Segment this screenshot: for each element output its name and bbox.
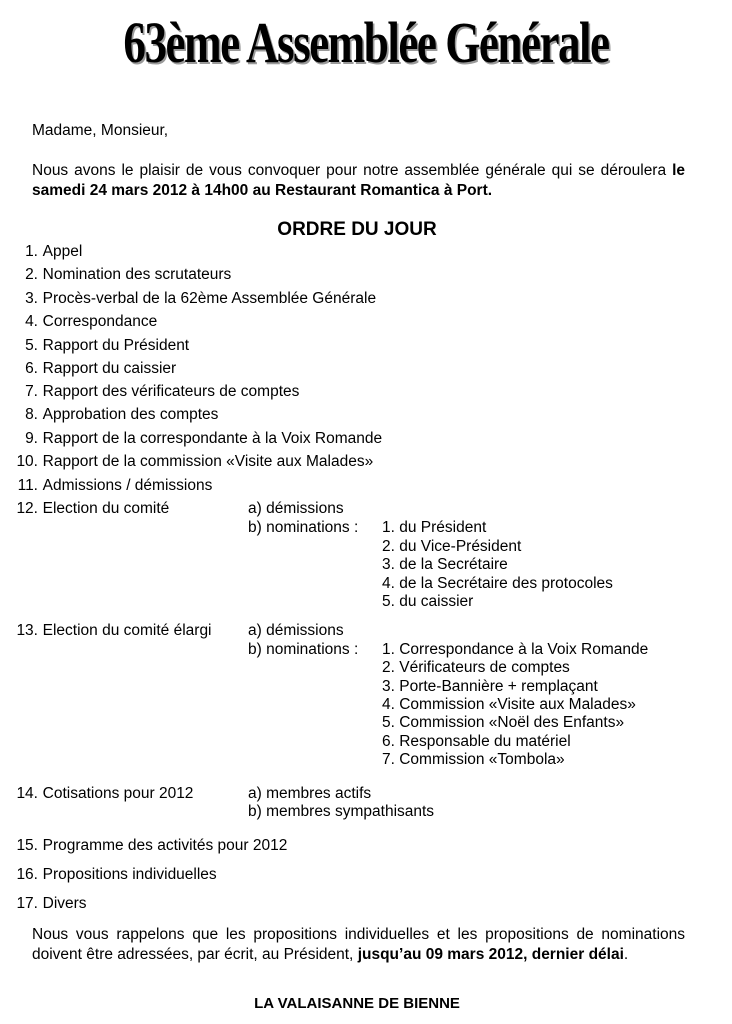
reminder-text: Nous vous rappelons que les propositions individuelles et les propositions de nominations doivent être adressées, par écrit, au Président, — [32, 926, 685, 963]
cotisations-sympathisants: b) membres sympathisants — [248, 803, 435, 820]
reminder-end: . — [623, 946, 629, 963]
agenda-item: 11. Admissions / démissions — [17, 477, 213, 494]
agenda-item-comite-elargi: 13. Election du comité élargi — [16, 622, 212, 639]
comite-elargi-demissions: a) démissions — [248, 622, 344, 639]
agenda-item: 1. Appel — [25, 243, 83, 260]
agenda-item-cotisations: 14. Cotisations pour 2012 — [16, 785, 194, 802]
nomination-item: 2. Vérificateurs de comptes — [382, 659, 570, 676]
cotisations-actifs: a) membres actifs — [248, 785, 372, 802]
agenda-item: 8. Approbation des comptes — [25, 406, 219, 423]
intro-text: Nous avons le plaisir de vous convoquer pour notre assemblée générale qui se déroulera — [32, 162, 667, 179]
comite-elargi-nominations-label: b) nominations : — [248, 641, 359, 658]
agenda-item-comite: 12. Election du comité — [16, 500, 170, 517]
nomination-item: 1. Correspondance à la Voix Romande — [382, 641, 649, 658]
nomination-item: 5. Commission «Noël des Enfants» — [382, 714, 625, 731]
comite-demissions: a) démissions — [248, 500, 344, 517]
nomination-item: 3. Porte-Bannière + remplaçant — [382, 678, 598, 695]
agenda-item: 9. Rapport de la correspondante à la Voix Romande — [25, 430, 383, 447]
agenda-item: 2. Nomination des scrutateurs — [25, 266, 232, 283]
signature: LA VALAISANNE DE BIENNE — [254, 995, 460, 1012]
agenda-item: 6. Rapport du caissier — [25, 360, 177, 377]
nomination-item: 3. de la Secrétaire — [382, 556, 508, 573]
intro-date-location: le samedi 24 mars 2012 à 14h00 au Restaurant Romantica à Port. — [32, 162, 686, 199]
agenda-item: 15. Programme des activités pour 2012 — [16, 837, 288, 854]
agenda-item: 17. Divers — [16, 895, 87, 912]
nomination-item: 7. Commission «Tombola» — [382, 751, 565, 768]
comite-nominations-label: b) nominations : — [248, 519, 359, 536]
nomination-item: 2. du Vice-Président — [382, 538, 522, 555]
nomination-item: 1. du Président — [382, 519, 487, 536]
reminder-paragraph — [32, 925, 685, 965]
reminder-deadline: jusqu’au 09 mars 2012, dernier délai — [357, 946, 624, 963]
nomination-item: 4. de la Secrétaire des protocoles — [382, 575, 613, 592]
salutation: Madame, Monsieur, — [32, 122, 169, 139]
nomination-item: 5. du caissier — [382, 593, 474, 610]
agenda-item: 7. Rapport des vérificateurs de comptes — [25, 383, 300, 400]
agenda-heading: ORDRE DU JOUR — [277, 219, 437, 240]
document-title: 63ème Assemblée Générale — [123, 10, 609, 75]
agenda-item: 5. Rapport du Président — [25, 337, 190, 354]
nomination-item: 4. Commission «Visite aux Malades» — [382, 696, 636, 713]
agenda-item: 4. Correspondance — [25, 313, 158, 330]
nomination-item: 6. Responsable du matériel — [382, 733, 571, 750]
intro-paragraph — [32, 161, 685, 201]
agenda-item: 10. Rapport de la commission «Visite aux Malades» — [16, 453, 374, 470]
agenda-item: 3. Procès-verbal de la 62ème Assemblée Générale — [25, 290, 377, 307]
agenda-item: 16. Propositions individuelles — [16, 866, 217, 883]
